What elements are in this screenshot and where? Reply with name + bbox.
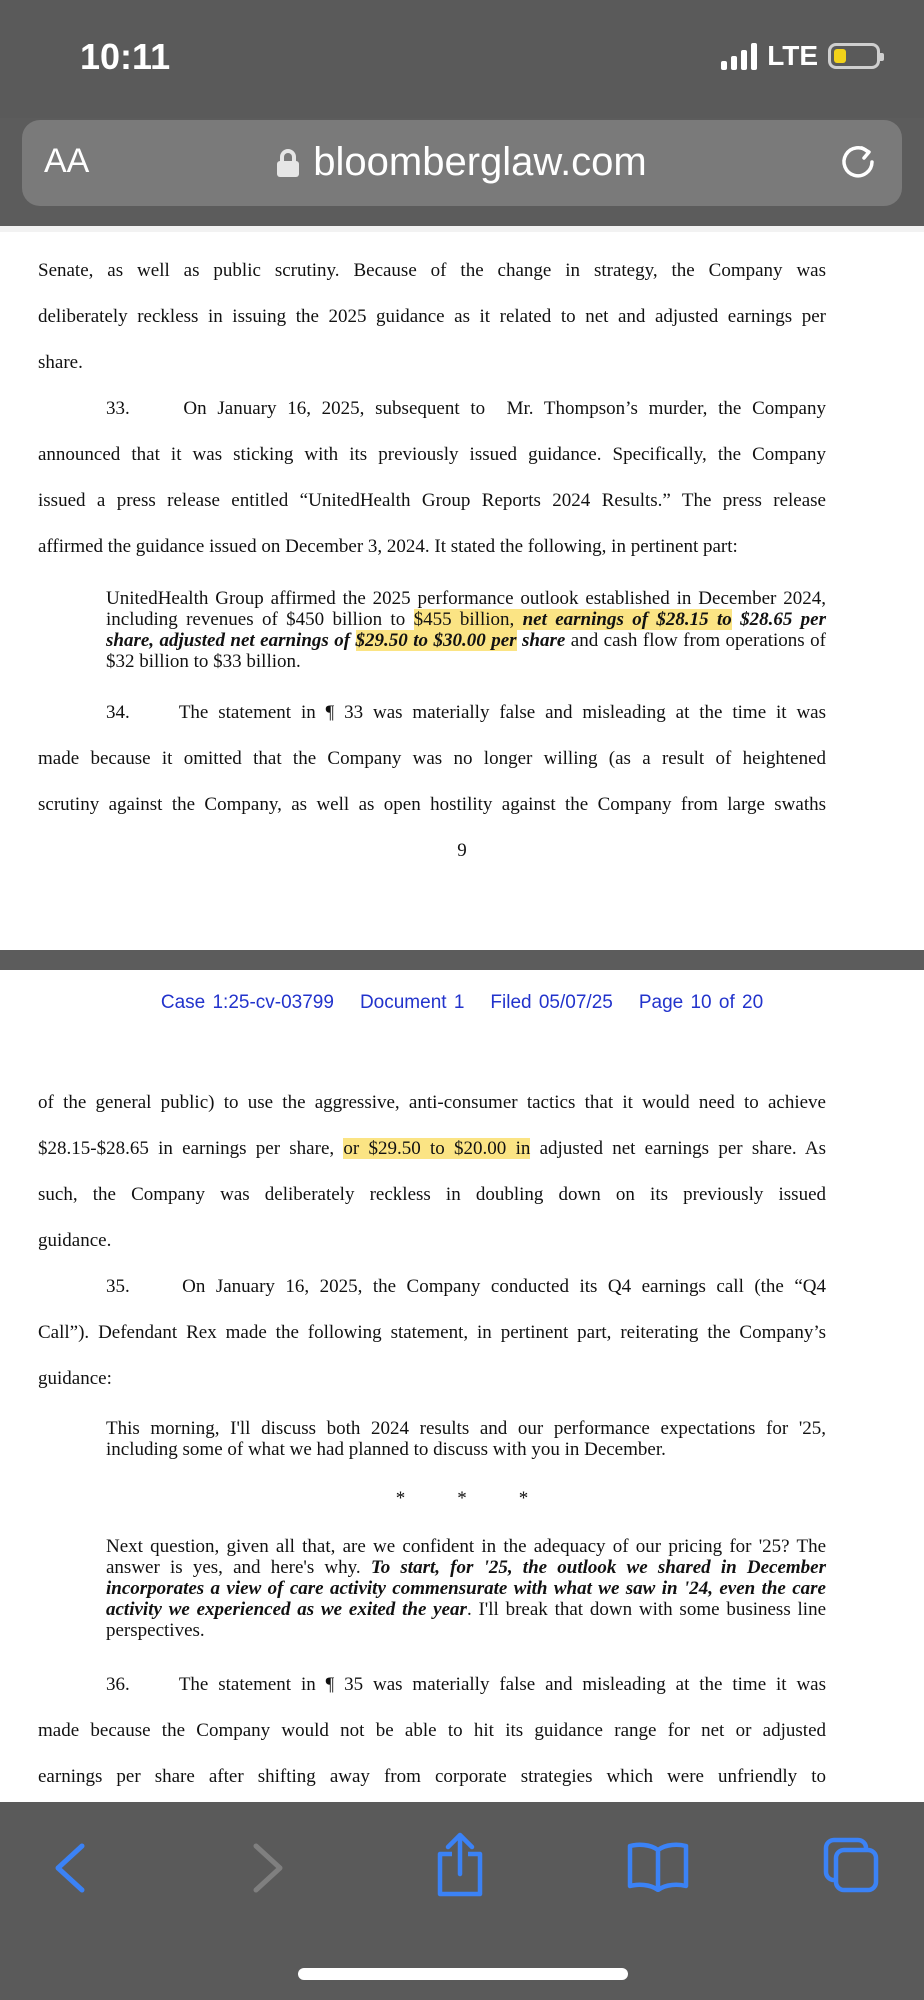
back-icon[interactable] bbox=[48, 1838, 92, 1898]
highlight: or $29.50 to $20.00 in bbox=[343, 1138, 531, 1159]
quote-bold-text: To start, for '25, the outlook we shared in December incorporates a view of care activity commensurate with what we saw in '24, even the care activity we experienced as we exited the year bbox=[106, 1557, 826, 1620]
paragraph-35-start: 35. On January 16, 2025, the Company conducted its Q4 earnings call (the “Q4 bbox=[106, 1276, 826, 1297]
text-line: made because the Company would not be able to hit its guidance range for net or adjusted bbox=[38, 1720, 826, 1741]
text-line: guidance: bbox=[38, 1368, 112, 1389]
battery-icon bbox=[828, 43, 880, 69]
domain-text: bloomberglaw.com bbox=[313, 140, 647, 184]
text-line: affirmed the guidance issued on December 3, 2024. It stated the following, in pertinent part: bbox=[38, 536, 738, 557]
lock-icon bbox=[277, 149, 299, 177]
network-type: LTE bbox=[767, 40, 818, 71]
text-line: scrutiny against the Company, as well as open hostility against the Company from large swaths bbox=[38, 794, 826, 815]
signal-icon bbox=[721, 42, 757, 70]
filed-date: Filed 05/07/25 bbox=[490, 992, 613, 1013]
text-line: earnings per share after shifting away from corporate strategies which were unfriendly to bbox=[38, 1766, 826, 1787]
quote-bold-text: $28.65 per share, adjusted net earnings of bbox=[106, 609, 827, 651]
page-separator bbox=[0, 950, 924, 970]
text-line: made because it omitted that the Company was no longer willing (as a result of heightened bbox=[38, 748, 826, 769]
text-line: deliberately reckless in issuing the 2025 guidance as it related to net and adjusted earnings per bbox=[38, 306, 826, 327]
text-line: guidance. bbox=[38, 1230, 112, 1251]
case-number: Case 1:25-cv-03799 bbox=[160, 992, 334, 1013]
document-number: Document 1 bbox=[359, 992, 465, 1013]
text-segment: adjusted net earnings per share. As bbox=[530, 1138, 827, 1159]
star: * bbox=[518, 1488, 529, 1509]
press-release-quote bbox=[106, 588, 826, 672]
home-indicator[interactable] bbox=[298, 1968, 628, 1980]
text-line bbox=[38, 1138, 826, 1160]
url-display[interactable] bbox=[22, 140, 902, 185]
quote-text: Next question, given all that, are we confident in the adequacy of our pricing for '25? The answer is yes, and here's why. bbox=[106, 1536, 826, 1578]
document-page-9 bbox=[0, 232, 924, 950]
status-indicators bbox=[721, 40, 880, 72]
text-line: issued a press release entitled “UnitedHealth Group Reports 2024 Results.” The press release bbox=[38, 490, 826, 511]
ecf-header bbox=[0, 992, 924, 1014]
paragraph-36-start: 36. The statement in ¶ 35 was materially false and misleading at the time it was bbox=[106, 1674, 826, 1695]
star: * bbox=[457, 1488, 467, 1509]
star: * bbox=[395, 1488, 406, 1509]
reader-options-button[interactable]: AA bbox=[44, 142, 90, 180]
highlight: net earnings of $28.15 to bbox=[522, 609, 732, 630]
text-line: such, the Company was deliberately reckless in doubling down on its previously issued bbox=[38, 1184, 826, 1205]
page-number: 9 bbox=[457, 840, 467, 861]
text-line: announced that it was sticking with its previously issued guidance. Specifically, the Company bbox=[38, 444, 826, 465]
quote-text: and cash flow from operations of $32 billion to $33 billion. bbox=[106, 630, 826, 672]
share-icon[interactable] bbox=[432, 1832, 488, 1898]
text-line: of the general public) to use the aggressive, anti-consumer tactics that it would need to achieve bbox=[38, 1092, 826, 1113]
ellipsis-stars bbox=[0, 1488, 924, 1510]
earnings-call-quote-1: This morning, I'll discuss both 2024 results and our performance expectations for '25, including some of what we had planned to discuss with you in December. bbox=[106, 1418, 826, 1460]
status-bar bbox=[0, 0, 924, 118]
quote-text: . I'll break that down with some business line perspectives. bbox=[106, 1599, 827, 1641]
quote-bold-text: share bbox=[516, 630, 566, 651]
page-count: Page 10 of 20 bbox=[638, 992, 764, 1013]
document-page-10 bbox=[0, 970, 924, 1802]
highlight: $29.50 to $30.00 per bbox=[355, 630, 517, 651]
reload-icon[interactable] bbox=[838, 142, 878, 182]
paragraph-33-start: 33. On January 16, 2025, subsequent to Mr. Thompson’s murder, the Company bbox=[106, 398, 826, 419]
forward-icon[interactable] bbox=[246, 1838, 290, 1898]
text-line: Senate, as well as public scrutiny. Because of the change in strategy, the Company was bbox=[38, 260, 826, 281]
text-segment: $28.15-$28.65 in earnings per share, bbox=[38, 1138, 344, 1159]
tabs-icon[interactable] bbox=[822, 1836, 882, 1896]
text-line: share. bbox=[38, 352, 83, 373]
status-time: 10:11 bbox=[80, 36, 171, 77]
paragraph-34-start: 34. The statement in ¶ 33 was materially false and misleading at the time it was bbox=[106, 702, 826, 723]
text-line: Call”). Defendant Rex made the following statement, in pertinent part, reiterating the Company’s bbox=[38, 1322, 826, 1343]
earnings-call-quote-2 bbox=[106, 1536, 826, 1641]
quote-text: UnitedHealth Group affirmed the 2025 performance outlook established in December 2024, including revenues of $450 billion to bbox=[106, 588, 826, 630]
bookmarks-icon[interactable] bbox=[626, 1840, 690, 1892]
highlight: $455 billion, bbox=[413, 609, 523, 630]
address-bar[interactable] bbox=[22, 120, 902, 206]
